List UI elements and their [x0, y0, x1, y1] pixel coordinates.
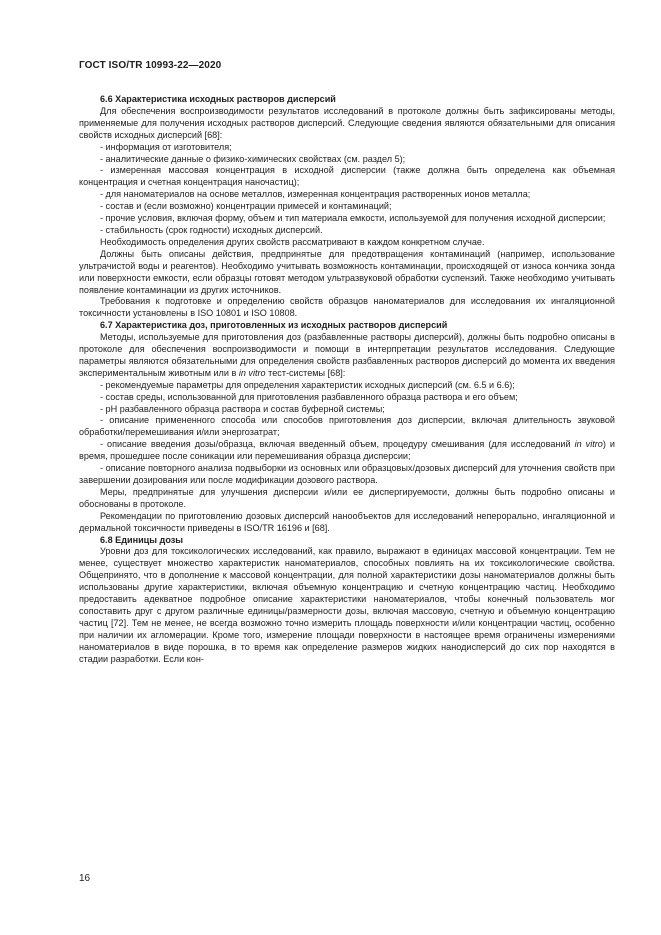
list-item-text: - описание введения дозы/образца, включая введенный объем, процедуру смешивания (для исследований: [100, 439, 575, 450]
paragraph-text: тест-системы [68]:: [265, 367, 346, 378]
list-item: - аналитические данные о физико-химических свойствах (см. раздел 5);: [100, 153, 406, 164]
paragraph: Должны быть описаны действия, предпринятые для предотвращения контаминаций (например, использование ультрачистой воды и реагентов). Необходимо учитывать возможность контаминации, происходящей от износа кончика зонда или поверхности емкости, если образцы готовят методом ультразвуковой обработки суспензий. Также необходимо учитывать появление контаминации из других источников.: [79, 248, 615, 295]
paragraph: Меры, предпринятые для улучшения дисперсии и/или ее диспергируемости, должны быть подробно описаны и обоснованы в протоколе.: [79, 486, 615, 509]
list-item: - стабильность (срок годности) исходных дисперсий.: [100, 224, 323, 235]
paragraph: Требования к подготовке и определению свойств образцов наноматериалов для исследования их ингаляционной токсичности установлены в ISO 10801 и ISO 10808.: [79, 296, 615, 319]
paragraph: [79, 332, 615, 380]
paragraph: Для обеспечения воспроизводимости результатов исследований в протоколе должны быть зафиксированы методы, применяемые для получения исходных растворов дисперсий. Следующие сведения являются обязательными для описания свойств исходных дисперсий [68]:: [79, 105, 615, 140]
section-6-8-heading: 6.8 Единицы дозы: [100, 534, 184, 545]
list-item: - описание повторного анализа подвыборки из основных или образцовых/дозовых дисперсий для уточнения свойств при завершении дозирования или после модификации дозового раствора.: [79, 463, 615, 485]
list-item: - рекомендуемые параметры для определения характеристик исходных дисперсий (см. 6.5 и 6.6);: [100, 379, 515, 390]
list-item: - pH разбавленного образца раствора и состав буферной системы;: [100, 403, 385, 414]
italic-term: in vitro: [238, 367, 266, 378]
list-item: - прочие условия, включая форму, объем и тип материала емкости, используемой для получения исходной дисперсии;: [100, 213, 606, 224]
paragraph: Необходимость определения других свойств рассматривают в каждом конкретном случае.: [100, 236, 485, 247]
section-6-6-heading: 6.6 Характеристика исходных растворов дисперсий: [100, 94, 336, 104]
page-content: [79, 94, 615, 666]
page-number: 16: [79, 873, 91, 884]
list-item: - состав и (если возможно) концентрации примесей и контаминаций;: [100, 201, 392, 212]
section-6-7-heading: 6.7 Характеристика доз, приготовленных из исходных растворов дисперсий: [100, 320, 448, 331]
list-item: [79, 439, 615, 463]
paragraph-text: Методы, используемые для приготовления доз (разбавленные растворы дисперсий), должны быть подробно описаны в протоколе для обеспечения воспроизводимости и помощи в интерпретации результатов исследования. Следующие параметры являются обязательными для определения свойств разбавленных растворов дисперсий до момента их введения экспериментальным животным или в: [79, 332, 615, 378]
paragraph: Уровни доз для токсикологических исследований, как правило, выражают в единицах массовой концентрации. Тем не менее, существует множество характеристик наноматериалов, способных повлиять на их токсикологические свойства. Общепринято, что в дополнение к массовой концентрации, для полной характеристики дозы наноматериалов должны быть использованы другие характеристики, включая объемную концентрацию и счетную концентрацию частиц. Необходимо предоставить адекватное подробное описание характеристики наноматериалов, чтобы конечный пользователь мог сопоставить друг с другом различные единицы/размерности дозы, включая массовую, счетную и объемную концентрацию частиц [72]. Тем не менее, не всегда возможно точно измерить площадь поверхности и/или концентрации частиц, особенно при наличии их агломерации. Кроме того, измерение площади поверхности в настоящее время ограничены измерениями наноматериалов в виде порошка, в то время как определение размеров жидких нанодисперсий до сих пор находятся в стадии разработки. Если кон-: [79, 546, 615, 664]
standard-header: ГОСТ ISO/TR 10993-22—2020: [79, 60, 222, 71]
list-item: - для наноматериалов на основе металлов, измеренная концентрация растворенных ионов металла;: [100, 189, 531, 200]
list-item-text: ) и время, прошедшее после соникации или перемешивания образца дисперсии;: [79, 439, 615, 462]
list-item: - информация от изготовителя;: [100, 141, 232, 152]
paragraph: Рекомендации по приготовлению дозовых дисперсий нанообъектов для исследований неперорально, ингаляционной и дермальной токсичности приведены в ISO/TR 16196 и [68].: [79, 510, 615, 533]
list-item: - измеренная массовая концентрация в исходной дисперсии (также должна быть определена как объемная концентрация и счетная концентрация наночастиц);: [79, 165, 615, 188]
italic-term: in vitro: [574, 439, 603, 450]
list-item: - описание примененного способа или способов приготовления доз дисперсии, включая длительность звуковой обработки/перемешивания и/или энергозатрат;: [79, 415, 615, 438]
list-item: - состав среды, использованной для приготовления разбавленного образца раствора и его объем;: [100, 391, 518, 402]
